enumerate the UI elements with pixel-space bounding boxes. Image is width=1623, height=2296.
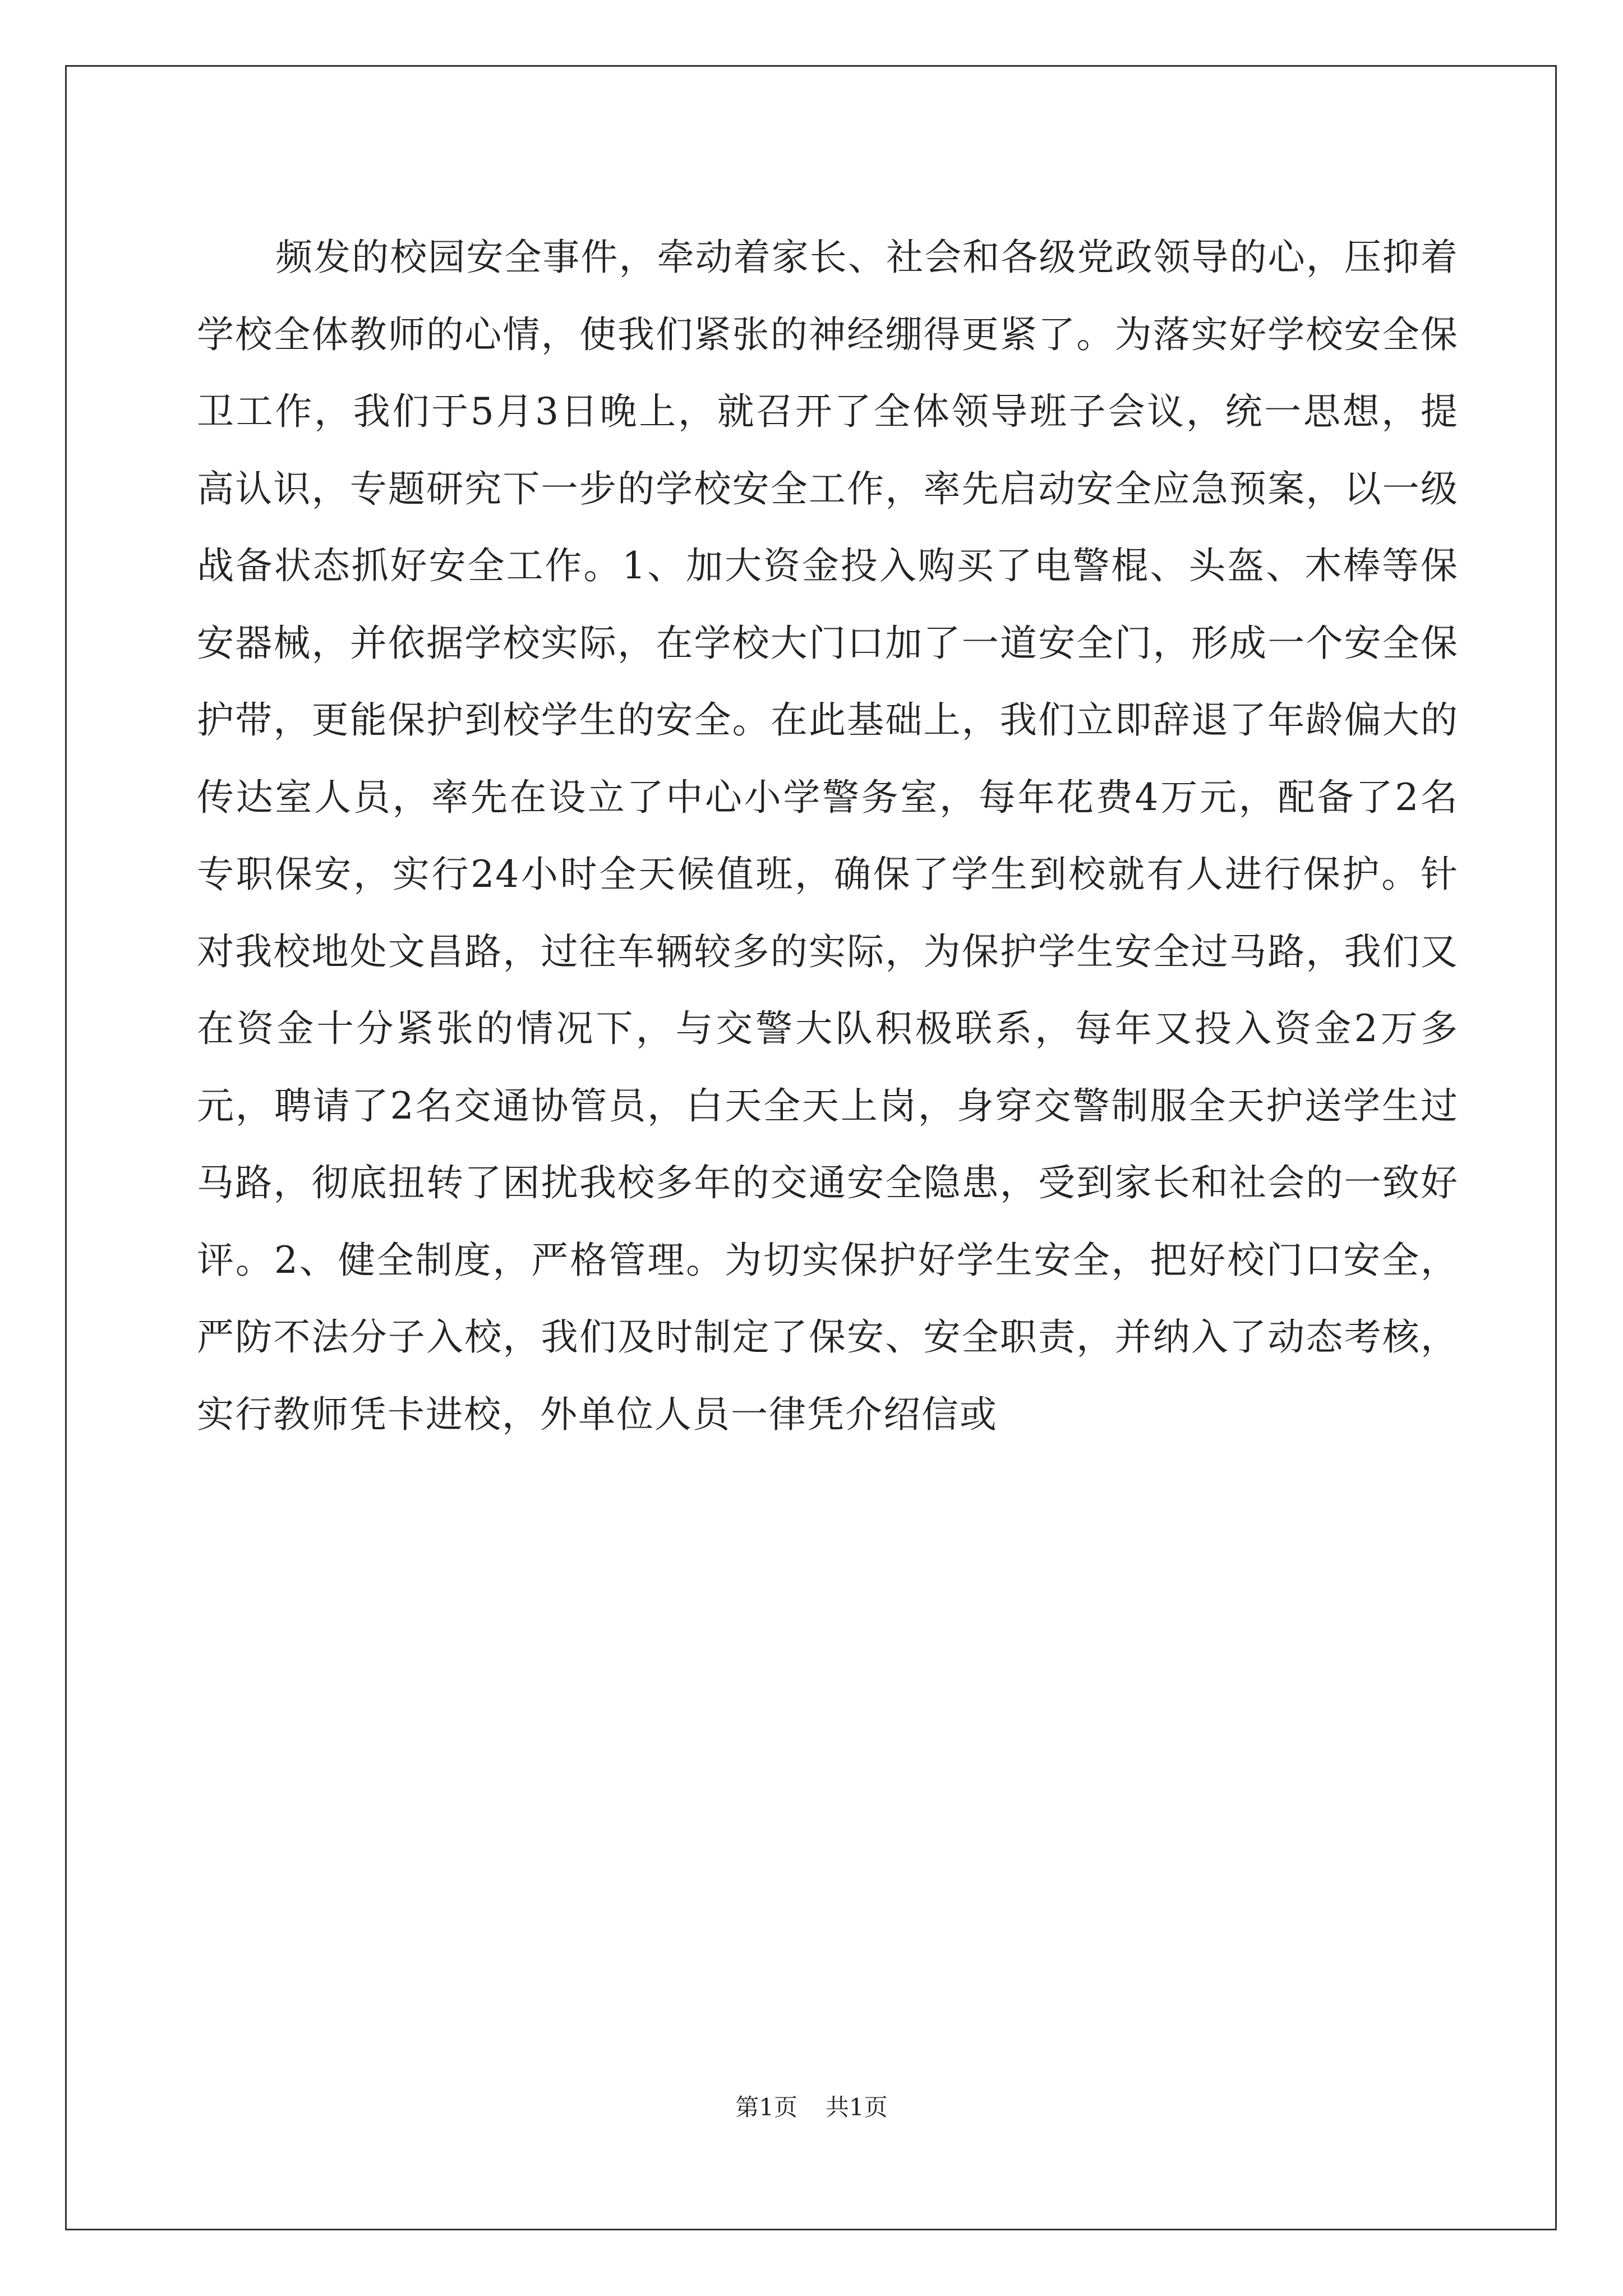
page-footer [0,2089,1623,2123]
page-number-current: 第1页 [735,2093,797,2121]
body-paragraph: 频发的校园安全事件，牵动着家长、社会和各级党政领导的心，压抑着学校全体教师的心情，使我们紧张的神经绷得更紧了。为落实好学校安全保卫工作，我们于5月3日晚上，就召开了全体领导班子会议，统一思想，提高认识，专题研究下一步的学校安全工作，率先启动安全应急预案，以一级战备状态抓好安全工作。1、加大资金投入购买了电警棍、头盔、木棒等保安器械，并依据学校实际，在学校大门口加了一道安全门，形成一个安全保护带，更能保护到校学生的安全。在此基础上，我们立即辞退了年龄偏大的传达室人员，率先在设立了中心小学警务室，每年花费4万元，配备了2名专职保安，实行24小时全天候值班，确保了学生到校就有人进行保护。针对我校地处文昌路，过往车辆较多的实际，为保护学生安全过马路，我们又在资金十分紧张的情况下，与交警大队积极联系，每年又投入资金2万多元，聘请了2名交通协管员，白天全天上岗，身穿交警制服全天护送学生过马路，彻底扭转了困扰我校多年的交通安全隐患，受到家长和社会的一致好评。2、健全制度，严格管理。为切实保护好学生安全，把好校门口安全，严防不法分子入校，我们及时制定了保安、安全职责，并纳入了动态考核，实行教师凭卡进校，外单位人员一律凭介绍信或 [197,236,1459,1436]
page-number-total: 共1页 [826,2093,888,2121]
